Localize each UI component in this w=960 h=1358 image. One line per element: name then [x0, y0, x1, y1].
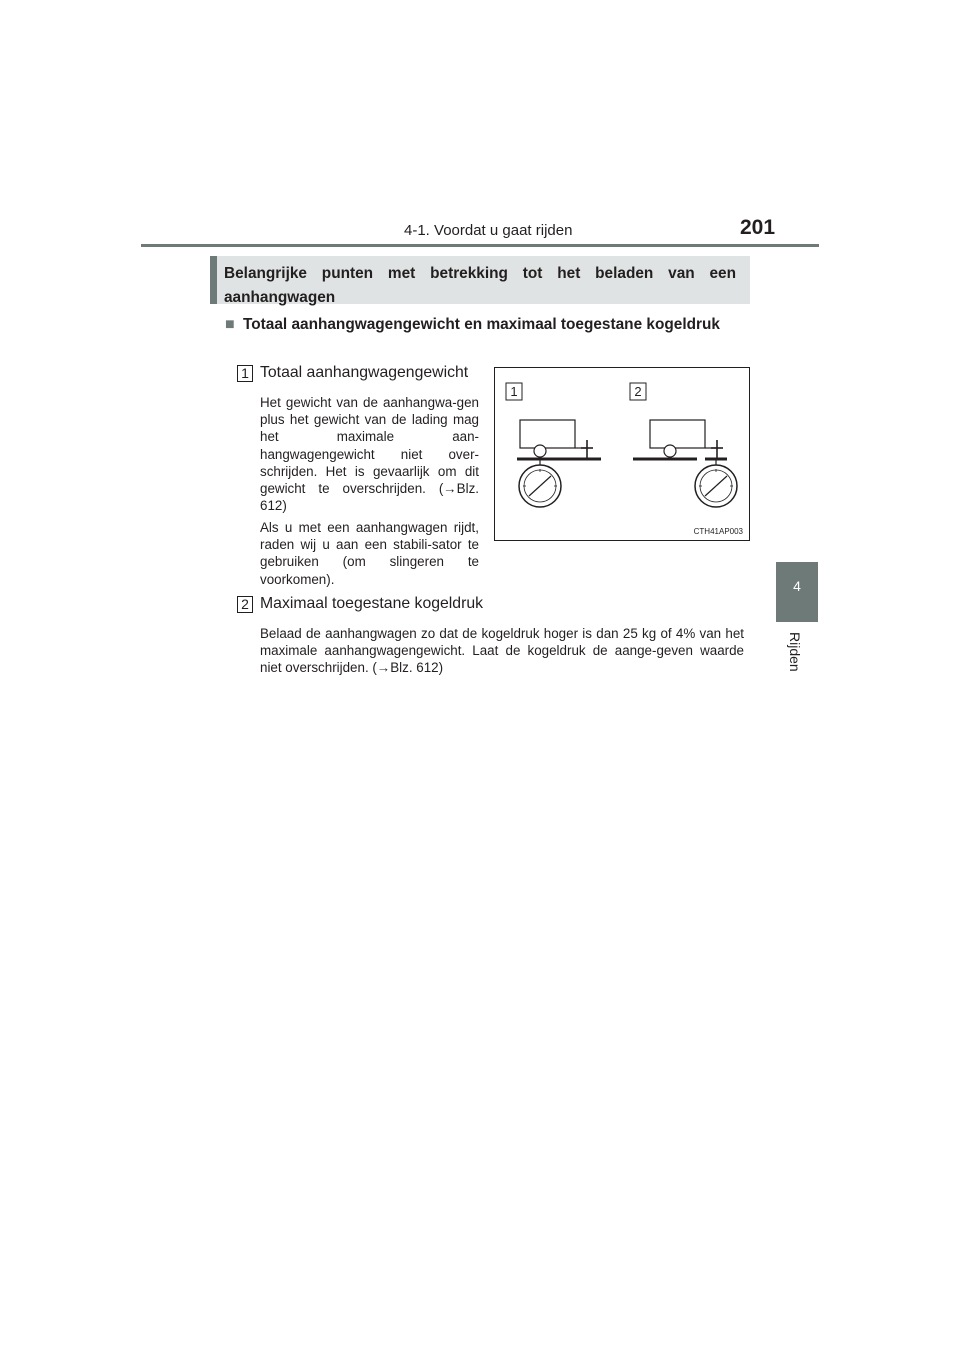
box-title: Belangrijke punten met betrekking tot het beladen van een aanhangwagen [224, 265, 736, 306]
item-1-paragraph-1: Het gewicht van de aanhangwa-gen plus het gewicht van de lading mag het maximale aan-hangwagengewicht niet over-schrijden. Het is gevaarlijk om dit gewicht te overschrijden. (→Blz. 612) [260, 395, 479, 514]
figure-label-2: 2 [634, 384, 642, 399]
item-1-paragraph-2: Als u met een aanhangwagen rijdt, raden wij u aan een stabili-sator te gebruiken (om slingeren te voorkomen). [260, 520, 479, 587]
trailer-on-scale-2 [633, 420, 737, 507]
item-2-paragraph-1: Belaad de aanhangwagen zo dat de kogeldruk hoger is dan 25 kg of 4% van het maximale aanhangwagengewicht. Laat de kogeldruk de aange-geven waarde niet overschrijden. (→Blz. 612) [260, 626, 744, 676]
subsection-title: Totaal aanhangwagengewicht en maximaal toegestane kogeldruk [243, 316, 720, 333]
trailer-scale-diagram [495, 368, 749, 540]
item-marker-1: 1 [237, 365, 253, 382]
trailer-weight-figure [494, 367, 750, 541]
figure-label-1: 1 [510, 384, 518, 399]
chapter-label: Rijden [787, 632, 803, 672]
item-marker-2: 2 [237, 596, 253, 613]
section-title: 4-1. Voordat u gaat rijden [404, 222, 573, 239]
header-rule [141, 244, 819, 247]
square-bullet-icon: ■ [225, 316, 235, 333]
chapter-number: 4 [793, 578, 801, 594]
trailer-on-scale-1 [517, 420, 601, 507]
page-number: 201 [740, 216, 776, 239]
item-heading-1: Totaal aanhangwagengewicht [260, 364, 469, 381]
item-heading-2: Maximaal toegestane kogeldruk [260, 595, 484, 612]
figure-code: CTH41AP003 [693, 527, 743, 536]
